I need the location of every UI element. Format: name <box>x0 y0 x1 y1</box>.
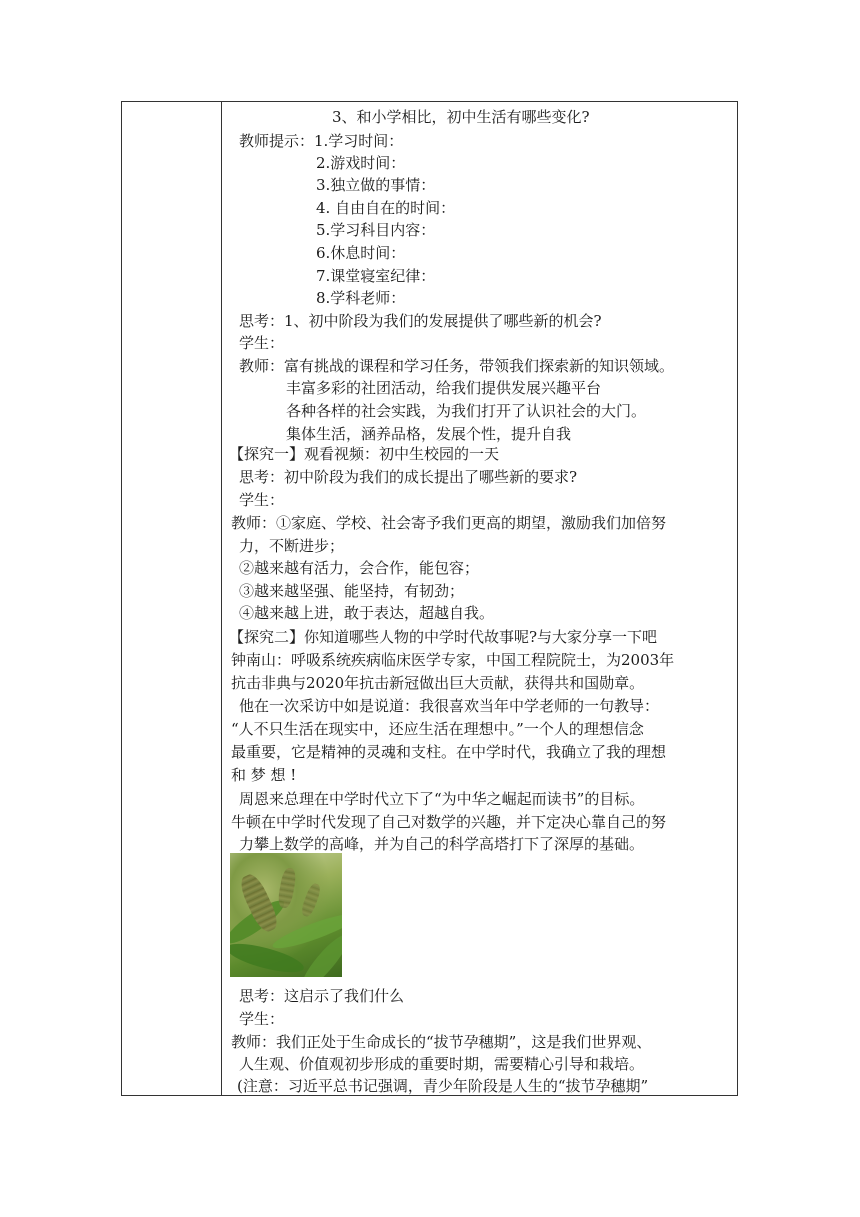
text-line: 3、和小学相比，初中生活有哪些变化? <box>332 108 590 126</box>
text-line: “人不只生活在现实中，还应生活在理想中。”一个人的理想信念 <box>231 720 644 738</box>
text-line: 力，不断进步； <box>239 537 345 555</box>
text-line: 【探究一】观看视频：初中生校园的一天 <box>229 445 500 463</box>
text-line: 周恩来总理在中学时代立下了“为中华之崛起而读书”的目标。 <box>239 790 645 808</box>
text-line: 集体生活，涵养品格，发展个性，提升自我 <box>286 425 572 443</box>
text-line: 【探究二】你知道哪些人物的中学时代故事呢?与大家分享一下吧 <box>229 628 658 646</box>
text-line: 最重要，它是精神的灵魂和支柱。在中学时代，我确立了我的理想 <box>231 743 667 761</box>
text-line: 8.学科老师： <box>316 289 406 307</box>
text-line: 学生： <box>239 491 285 509</box>
text-line: 各种各样的社会实践，为我们打开了认识社会的大门。 <box>286 402 647 420</box>
text-line: 人生观、价值观初步形成的重要时期，需要精心引导和栽培。 <box>239 1055 645 1073</box>
text-line: 7.课堂寝室纪律： <box>316 267 436 285</box>
text-line: 学生： <box>239 334 285 352</box>
text-line: ②越来越有活力，会合作，能包容； <box>239 559 480 577</box>
text-line: 牛顿在中学时代发现了自己对数学的兴趣，并下定决心靠自己的努 <box>231 813 667 831</box>
text-line: 3.独立做的事情： <box>316 176 436 194</box>
text-line: 思考：初中阶段为我们的成长提出了哪些新的要求? <box>239 468 578 486</box>
text-line: 力攀上数学的高峰，并为自己的科学高塔打下了深厚的基础。 <box>239 835 645 853</box>
text-line: ③越来越坚强、能坚持，有韧劲； <box>239 582 465 600</box>
text-line: 思考：1、初中阶段为我们的发展提供了哪些新的机会? <box>239 312 602 330</box>
text-line: 教师：我们正处于生命成长的“拔节孕穗期”，这是我们世界观、 <box>231 1033 652 1051</box>
lesson-table <box>121 101 738 1096</box>
text-line: (注意：习近平总书记强调，青少年阶段是人生的“拔节孕穗期” <box>237 1077 649 1095</box>
text-line: 4. 自由自在的时间： <box>316 199 456 217</box>
text-line: 2.游戏时间： <box>316 154 406 172</box>
text-line: 思考：这启示了我们什么 <box>239 987 405 1005</box>
text-line: 和 梦 想 ! <box>231 766 297 784</box>
table-left-column <box>122 102 222 1095</box>
text-line: 教师：①家庭、学校、社会寄予我们更高的期望，激励我们加倍努 <box>231 514 667 532</box>
text-line: ④越来越上进，敢于表达，超越自我。 <box>239 604 495 622</box>
text-line: 丰富多彩的社团活动，给我们提供发展兴趣平台 <box>286 379 602 397</box>
text-line: 抗击非典与2020年抗击新冠做出巨大贡献，获得共和国勋章。 <box>231 674 645 692</box>
table-content-cell <box>223 102 737 1095</box>
text-line: 学生： <box>239 1010 285 1028</box>
text-line: 钟南山：呼吸系统疾病临床医学专家，中国工程院院士，为2003年 <box>231 651 675 669</box>
text-line: 6.休息时间： <box>316 244 406 262</box>
text-line: 教师：富有挑战的课程和学习任务，带领我们探索新的知识领域。 <box>239 357 675 375</box>
millet-ear-photo <box>230 853 342 977</box>
text-line: 5.学习科目内容： <box>316 221 436 239</box>
text-line: 教师提示：1.学习时间： <box>239 132 404 150</box>
text-line: 他在一次采访中如是说道：我很喜欢当年中学老师的一句教导： <box>239 697 660 715</box>
